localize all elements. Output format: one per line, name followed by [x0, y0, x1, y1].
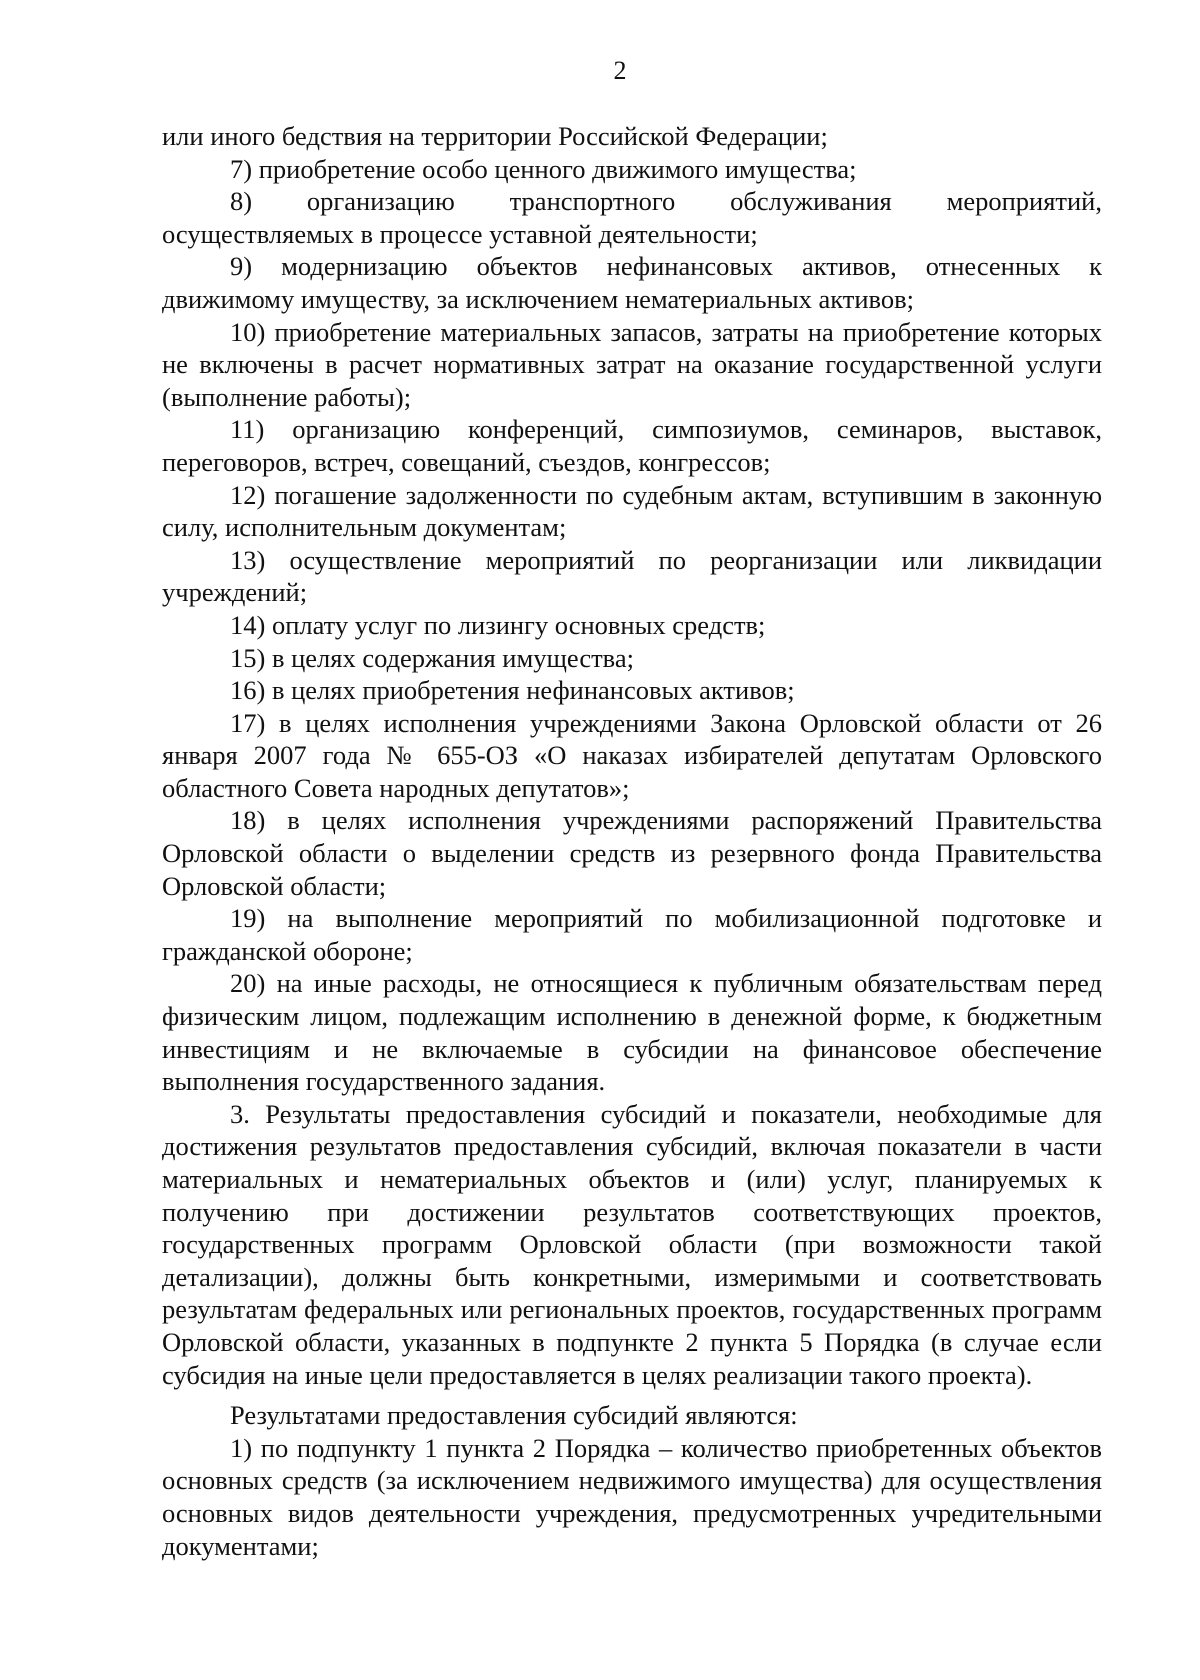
section-3-paragraph: 3. Результаты предоставления субсидий и показатели, необходимые для достижения результатов предоставления субсидий, включая показатели в части материальных и нематериальных объектов и (или) услуг, планируемых к получению при достижении результатов соответствующих проектов, государственных программ Орловской области (при возможности такой детализации), должны быть конкретными, измеримыми и соответствовать результатам федеральных или региональных проектов, государственных программ Орловской области, указанных в подпункте 2 пункта 5 Порядка (в случае если субсидия на иные цели предоставляется в целях реализации такого проекта). — [162, 1098, 1102, 1390]
list-item-17: 17) в целях исполнения учреждениями Закона Орловской области от 26 января 2007 года № 655-ОЗ «О наказах избирателей депутатам Орловского областного Совета народных депутатов»; — [162, 707, 1102, 803]
list-item-18: 18) в целях исполнения учреждениями распоряжений Правительства Орловской области о выделении средств из резервного фонда Правительства Орловской области; — [162, 805, 1102, 901]
list-item-15: 15) в целях содержания имущества; — [230, 642, 634, 673]
list-item-20: 20) на иные расходы, не относящиеся к публичным обязательствам перед физическим лицом, подлежащим исполнению в денежной форме, к бюджетным инвестициям и не включаемые в субсидии на финансовое обеспечение выполнения государственного задания. — [162, 968, 1102, 1097]
list-item-14: 14) оплату услуг по лизингу основных средств; — [230, 609, 766, 640]
results-heading: Результатами предоставления субсидий являются: — [230, 1400, 798, 1431]
paragraph-continuation: или иного бедствия на территории Российской Федерации; — [162, 121, 828, 151]
document-body — [162, 120, 1102, 1562]
list-item-16: 16) в целях приобретения нефинансовых активов; — [230, 675, 795, 706]
list-item-11: 11) организацию конференций, симпозиумов, семинаров, выставок, переговоров, встреч, совещаний, съездов, конгрессов; — [162, 414, 1102, 477]
list-item-8: 8) организацию транспортного обслуживания мероприятий, осуществляемых в процессе уставной деятельности; — [162, 186, 1102, 249]
list-item-10: 10) приобретение материальных запасов, затраты на приобретение которых не включены в расчет нормативных затрат на оказание государственной услуги (выполнение работы); — [162, 316, 1102, 412]
list-item-12: 12) погашение задолженности по судебным актам, вступившим в законную силу, исполнительным документам; — [162, 479, 1102, 543]
results-item-1: 1) по подпункту 1 пункта 2 Порядка – количество приобретенных объектов основных средств (за исключением недвижимого имущества) для осуществления основных видов деятельности учреждения, предусмотренных учредительными документами; — [162, 1432, 1102, 1561]
list-item-9: 9) модернизацию объектов нефинансовых активов, отнесенных к движимому имуществу, за исключением нематериальных активов; — [162, 251, 1102, 314]
page-number: 2 — [613, 56, 627, 85]
list-item-19: 19) на выполнение мероприятий по мобилизационной подготовке и гражданской обороне; — [162, 903, 1102, 966]
list-item-7: 7) приобретение особо ценного движимого имущества; — [230, 153, 857, 184]
list-item-13: 13) осуществление мероприятий по реорганизации или ликвидации учреждений; — [162, 544, 1102, 608]
